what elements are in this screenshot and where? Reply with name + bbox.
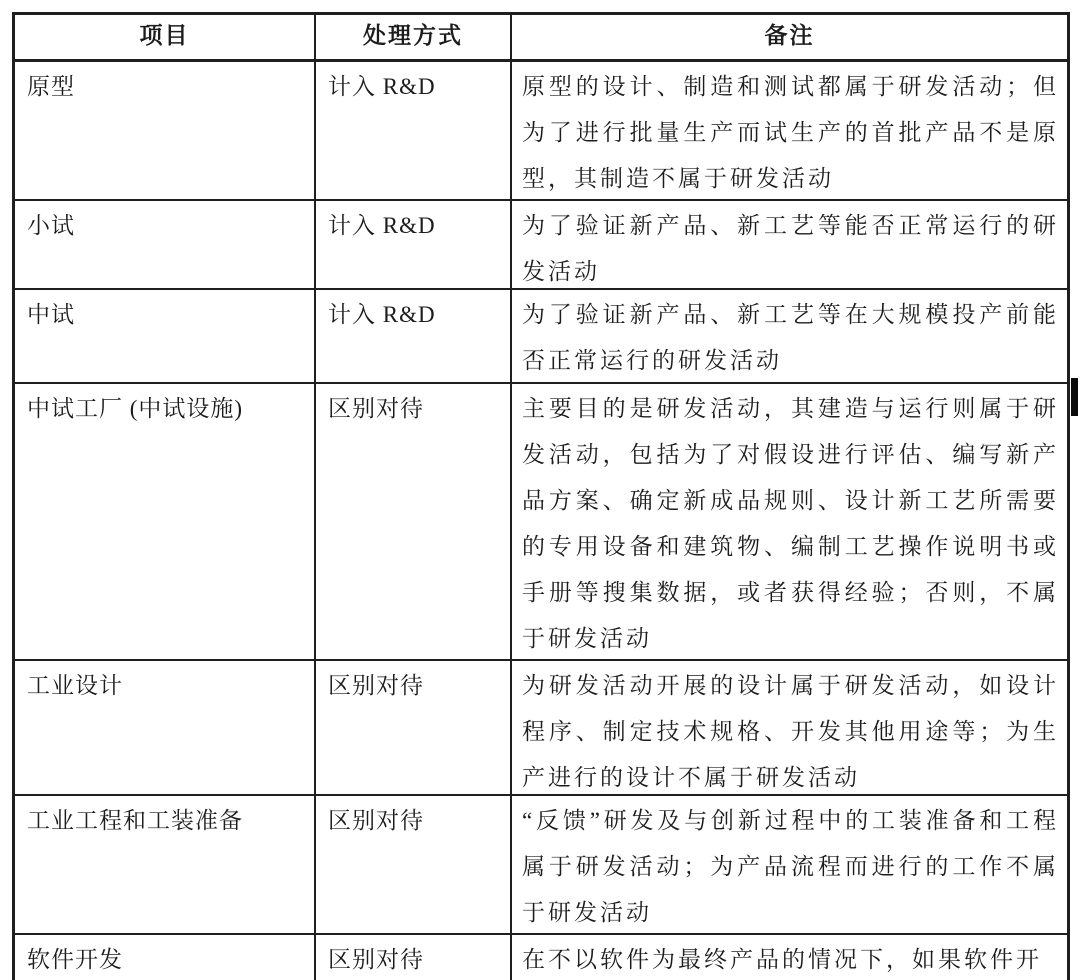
cell-item: 原型 bbox=[15, 62, 316, 199]
cell-treatment: 区别对待 bbox=[316, 935, 512, 980]
cell-note: 为研发活动开展的设计属于研发活动，如设计程序、制定技术规格、开发其他用途等；为生产进行的设计不属于研发活动 bbox=[522, 673, 1059, 790]
cell-note: 原型的设计、制造和测试都属于研发活动；但为了进行批量生产而试生产的首批产品不是原型，其制造不属于研发活动 bbox=[522, 74, 1059, 191]
header-note: 备注 bbox=[764, 23, 815, 48]
table-header-row bbox=[15, 15, 1067, 62]
table-row bbox=[15, 62, 1067, 201]
cell-note: “反馈”研发及与创新过程中的工装准备和工程属于研发活动；为产品流程而进行的工作不属于研发活动 bbox=[522, 808, 1059, 925]
cell-item: 中试工厂 (中试设施) bbox=[15, 384, 316, 659]
cell-note: 在不以软件为最终产品的情况下，如果软件开 bbox=[522, 947, 1042, 972]
cell-treatment: 计入 R&D bbox=[316, 201, 512, 288]
header-item: 项目 bbox=[15, 15, 316, 59]
table-row bbox=[15, 796, 1067, 935]
rd-classification-table bbox=[12, 12, 1070, 980]
cell-note: 为了验证新产品、新工艺等能否正常运行的研发活动 bbox=[522, 213, 1059, 284]
cell-note: 为了验证新产品、新工艺等在大规模投产前能否正常运行的研发活动 bbox=[522, 302, 1059, 373]
table-row bbox=[15, 290, 1067, 384]
cell-item: 小试 bbox=[15, 201, 316, 288]
cell-item: 软件开发 bbox=[15, 935, 316, 980]
page-edge-marker bbox=[1071, 378, 1078, 416]
table-row bbox=[15, 661, 1067, 796]
table-row bbox=[15, 384, 1067, 661]
cell-treatment: 区别对待 bbox=[316, 384, 512, 659]
cell-note: 主要目的是研发活动，其建造与运行则属于研发活动，包括为了对假设进行评估、编写新产品方案、确定新成品规则、设计新工艺所需要的专用设备和建筑物、编制工艺操作说明书或手册等搜集数据，或者获得经验；否则，不属于研发活动 bbox=[522, 396, 1059, 651]
cell-treatment: 计入 R&D bbox=[316, 290, 512, 382]
cell-treatment: 计入 R&D bbox=[316, 62, 512, 199]
cell-treatment: 区别对待 bbox=[316, 796, 512, 933]
cell-item: 工业工程和工装准备 bbox=[15, 796, 316, 933]
header-treatment: 处理方式 bbox=[316, 15, 512, 59]
cell-item: 工业设计 bbox=[15, 661, 316, 794]
cell-treatment: 区别对待 bbox=[316, 661, 512, 794]
table-row bbox=[15, 935, 1067, 980]
cell-item: 中试 bbox=[15, 290, 316, 382]
table-row bbox=[15, 201, 1067, 290]
